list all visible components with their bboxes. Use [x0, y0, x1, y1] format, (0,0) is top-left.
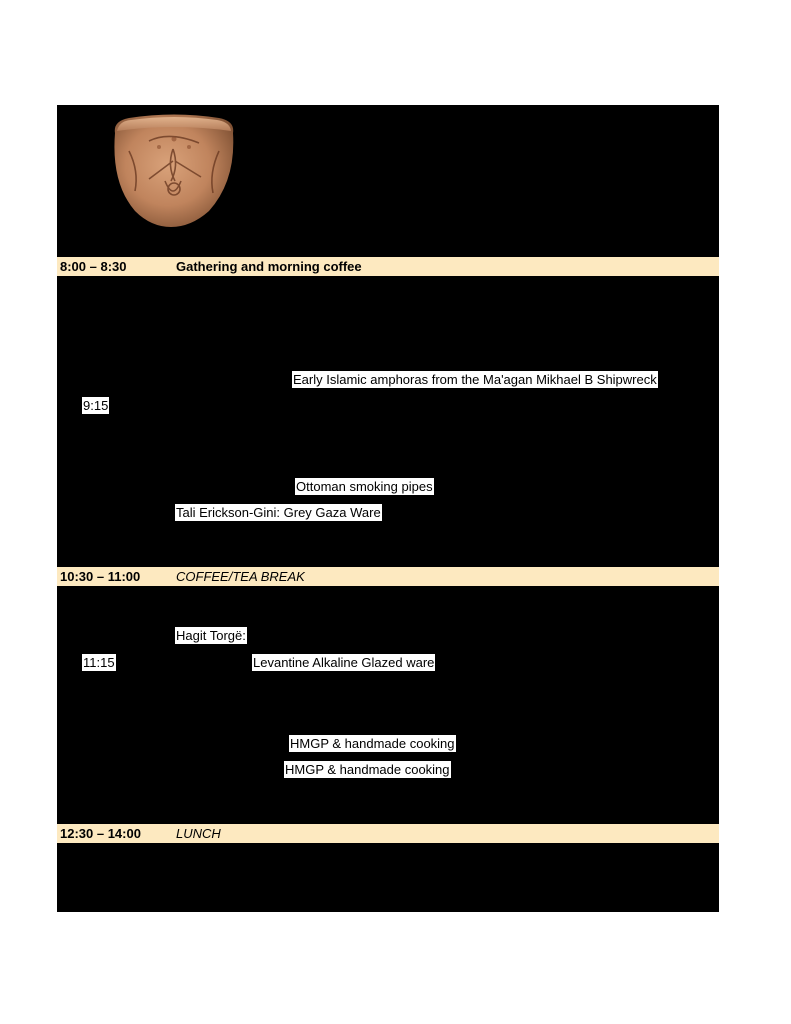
schedule-time: 10:30 – 11:00 [60, 569, 141, 584]
painted-ceramic-bowl-image [109, 111, 239, 229]
talk-levantine-glazed-ware: Levantine Alkaline Glazed ware [253, 655, 435, 670]
time-label-915: 9:15 [83, 398, 109, 413]
schedule-time: 12:30 – 14:00 [60, 826, 141, 841]
talk-grey-gaza-ware: Tali Erickson-Gini: Grey Gaza Ware [176, 505, 381, 520]
talk-ottoman-pipes: Ottoman smoking pipes [296, 479, 433, 494]
schedule-title: COFFEE/TEA BREAK [176, 569, 305, 584]
schedule-title: Gathering and morning coffee [176, 259, 362, 274]
talk-hmgp-2: HMGP & handmade cooking [285, 762, 450, 777]
time-label-1115: 11:15 [83, 655, 115, 670]
schedule-row-lunch [57, 824, 719, 843]
schedule-time: 8:00 – 8:30 [60, 259, 127, 274]
talk-hmgp-1: HMGP & handmade cooking [290, 736, 455, 751]
talk-amphoras: Early Islamic amphoras from the Ma'agan Mikhael B Shipwreck [293, 372, 657, 387]
speaker-hagit-torge: Hagit Torgë: [176, 628, 246, 643]
program-sheet [57, 105, 719, 912]
schedule-row-coffee-break [57, 567, 719, 586]
schedule-title: LUNCH [176, 826, 221, 841]
schedule-row-morning-coffee [57, 257, 719, 276]
